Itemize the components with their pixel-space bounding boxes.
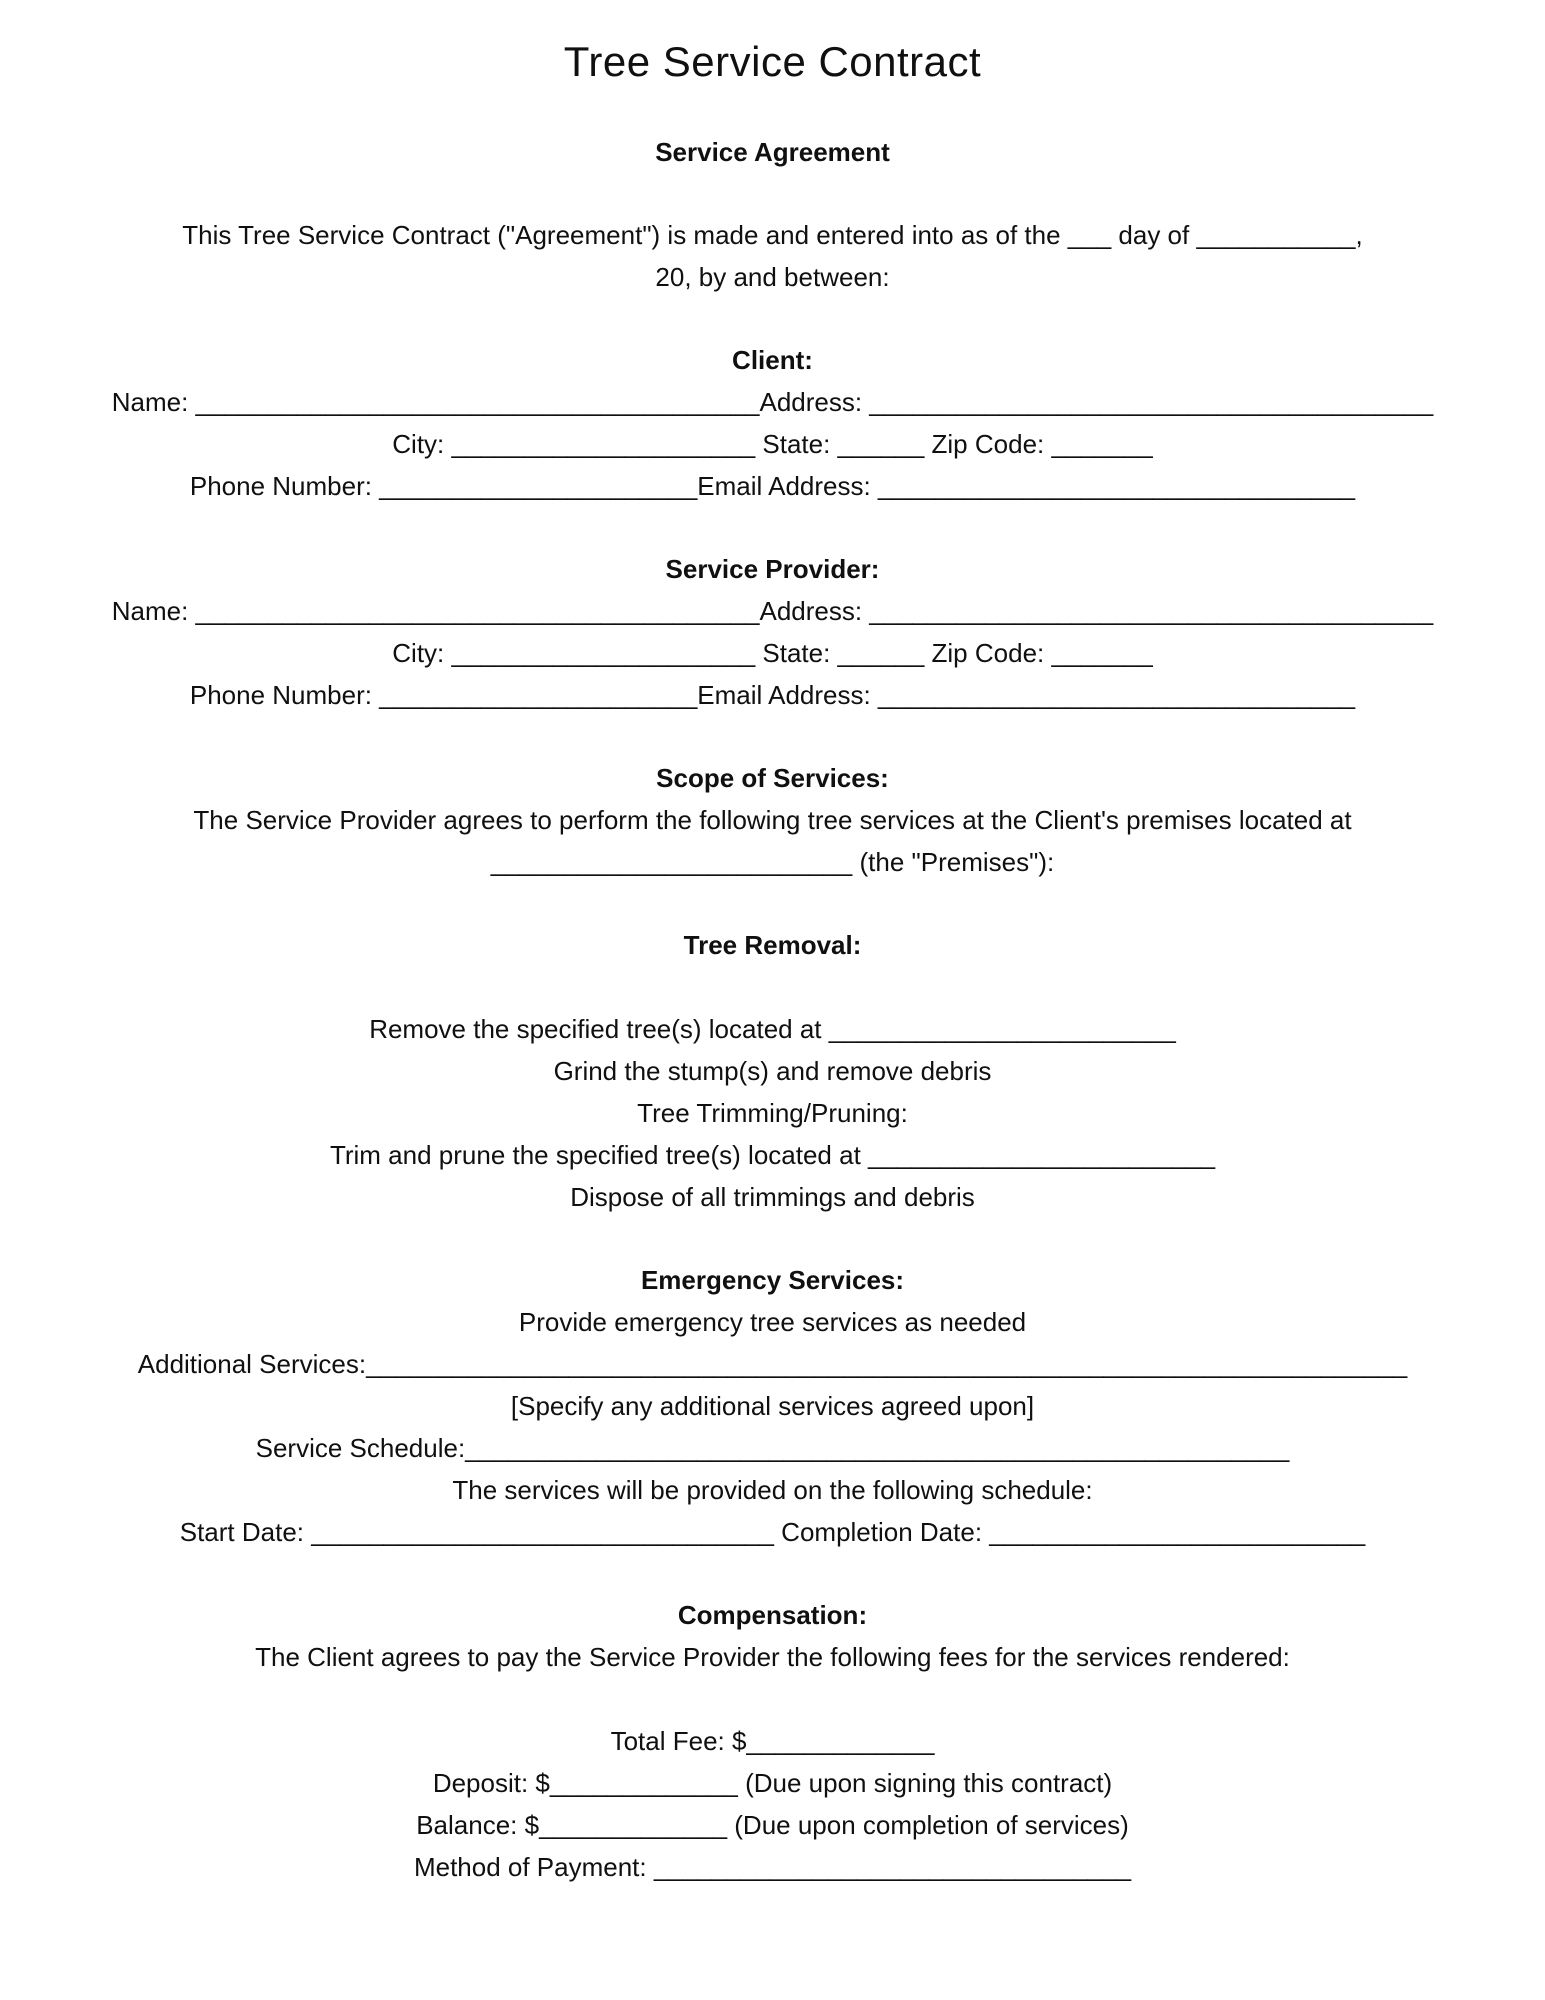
schedule-intro-line: The services will be provided on the following schedule: xyxy=(452,1475,1093,1505)
balance-line: Balance: $_____________ (Due upon completion of services) xyxy=(416,1810,1129,1840)
scope-of-services-section xyxy=(0,757,1545,883)
provider-name-address-line: Name: _______________________________________Address: _______________________________________ xyxy=(111,596,1434,626)
client-name-address-line: Name: _______________________________________Address: _______________________________________ xyxy=(111,387,1434,417)
tree-removal-item-trim: Trim and prune the specified tree(s) located at ________________________ xyxy=(329,1140,1216,1170)
service-provider-heading: Service Provider: xyxy=(665,554,880,584)
service-schedule-line: Service Schedule:_________________________________________________________ xyxy=(255,1433,1290,1463)
spacer xyxy=(0,1678,1545,1720)
provider-city-state-zip-line: City: _____________________ State: ______ Zip Code: _______ xyxy=(392,638,1153,668)
intro-line-2: 20, by and between: xyxy=(655,262,890,292)
tree-removal-heading: Tree Removal: xyxy=(683,930,862,960)
client-phone-email-line: Phone Number: ______________________Email Address: _________________________________ xyxy=(189,471,1356,501)
compensation-intro-line: The Client agrees to pay the Service Provider the following fees for the services rendered: xyxy=(255,1642,1290,1672)
additional-services-line: Additional Services:________________________________________________________________________ xyxy=(137,1349,1408,1379)
client-heading: Client: xyxy=(732,345,813,375)
scope-heading: Scope of Services: xyxy=(656,763,889,793)
scope-line-1: The Service Provider agrees to perform the following tree services at the Client's premises located at xyxy=(193,805,1352,835)
scope-premises-line: _________________________ (the "Premises"): xyxy=(490,847,1055,877)
client-city-state-zip-line: City: _____________________ State: ______ Zip Code: _______ xyxy=(392,429,1153,459)
agreement-heading: Service Agreement xyxy=(655,137,890,167)
emergency-services-heading: Emergency Services: xyxy=(640,1265,905,1295)
spacer xyxy=(0,966,1545,1008)
start-completion-date-line: Start Date: ________________________________ Completion Date: __________________________ xyxy=(179,1517,1366,1547)
tree-removal-item-grind: Grind the stump(s) and remove debris xyxy=(553,1056,992,1086)
deposit-line: Deposit: $_____________ (Due upon signing this contract) xyxy=(432,1768,1113,1798)
compensation-heading: Compensation: xyxy=(677,1600,868,1630)
method-of-payment-line: Method of Payment: _________________________________ xyxy=(413,1852,1132,1882)
tree-removal-item-remove: Remove the specified tree(s) located at ________________________ xyxy=(369,1014,1176,1044)
client-section xyxy=(0,339,1545,507)
emergency-provide-line: Provide emergency tree services as needed xyxy=(518,1307,1027,1337)
intro-paragraph xyxy=(0,214,1545,298)
tree-trimming-pruning-label: Tree Trimming/Pruning: xyxy=(637,1098,908,1128)
document-title: Tree Service Contract xyxy=(563,38,982,85)
service-provider-section xyxy=(0,548,1545,716)
emergency-services-section xyxy=(0,1259,1545,1553)
compensation-section xyxy=(0,1594,1545,1888)
tree-removal-section xyxy=(0,924,1545,1218)
total-fee-line: Total Fee: $_____________ xyxy=(610,1726,935,1756)
specify-services-note-line: [Specify any additional services agreed upon] xyxy=(510,1391,1035,1421)
provider-phone-email-line: Phone Number: ______________________Email Address: _________________________________ xyxy=(189,680,1356,710)
intro-line-1: This Tree Service Contract ("Agreement") is made and entered into as of the ___ day of ___________, xyxy=(182,220,1363,250)
tree-removal-item-dispose: Dispose of all trimmings and debris xyxy=(570,1182,975,1212)
